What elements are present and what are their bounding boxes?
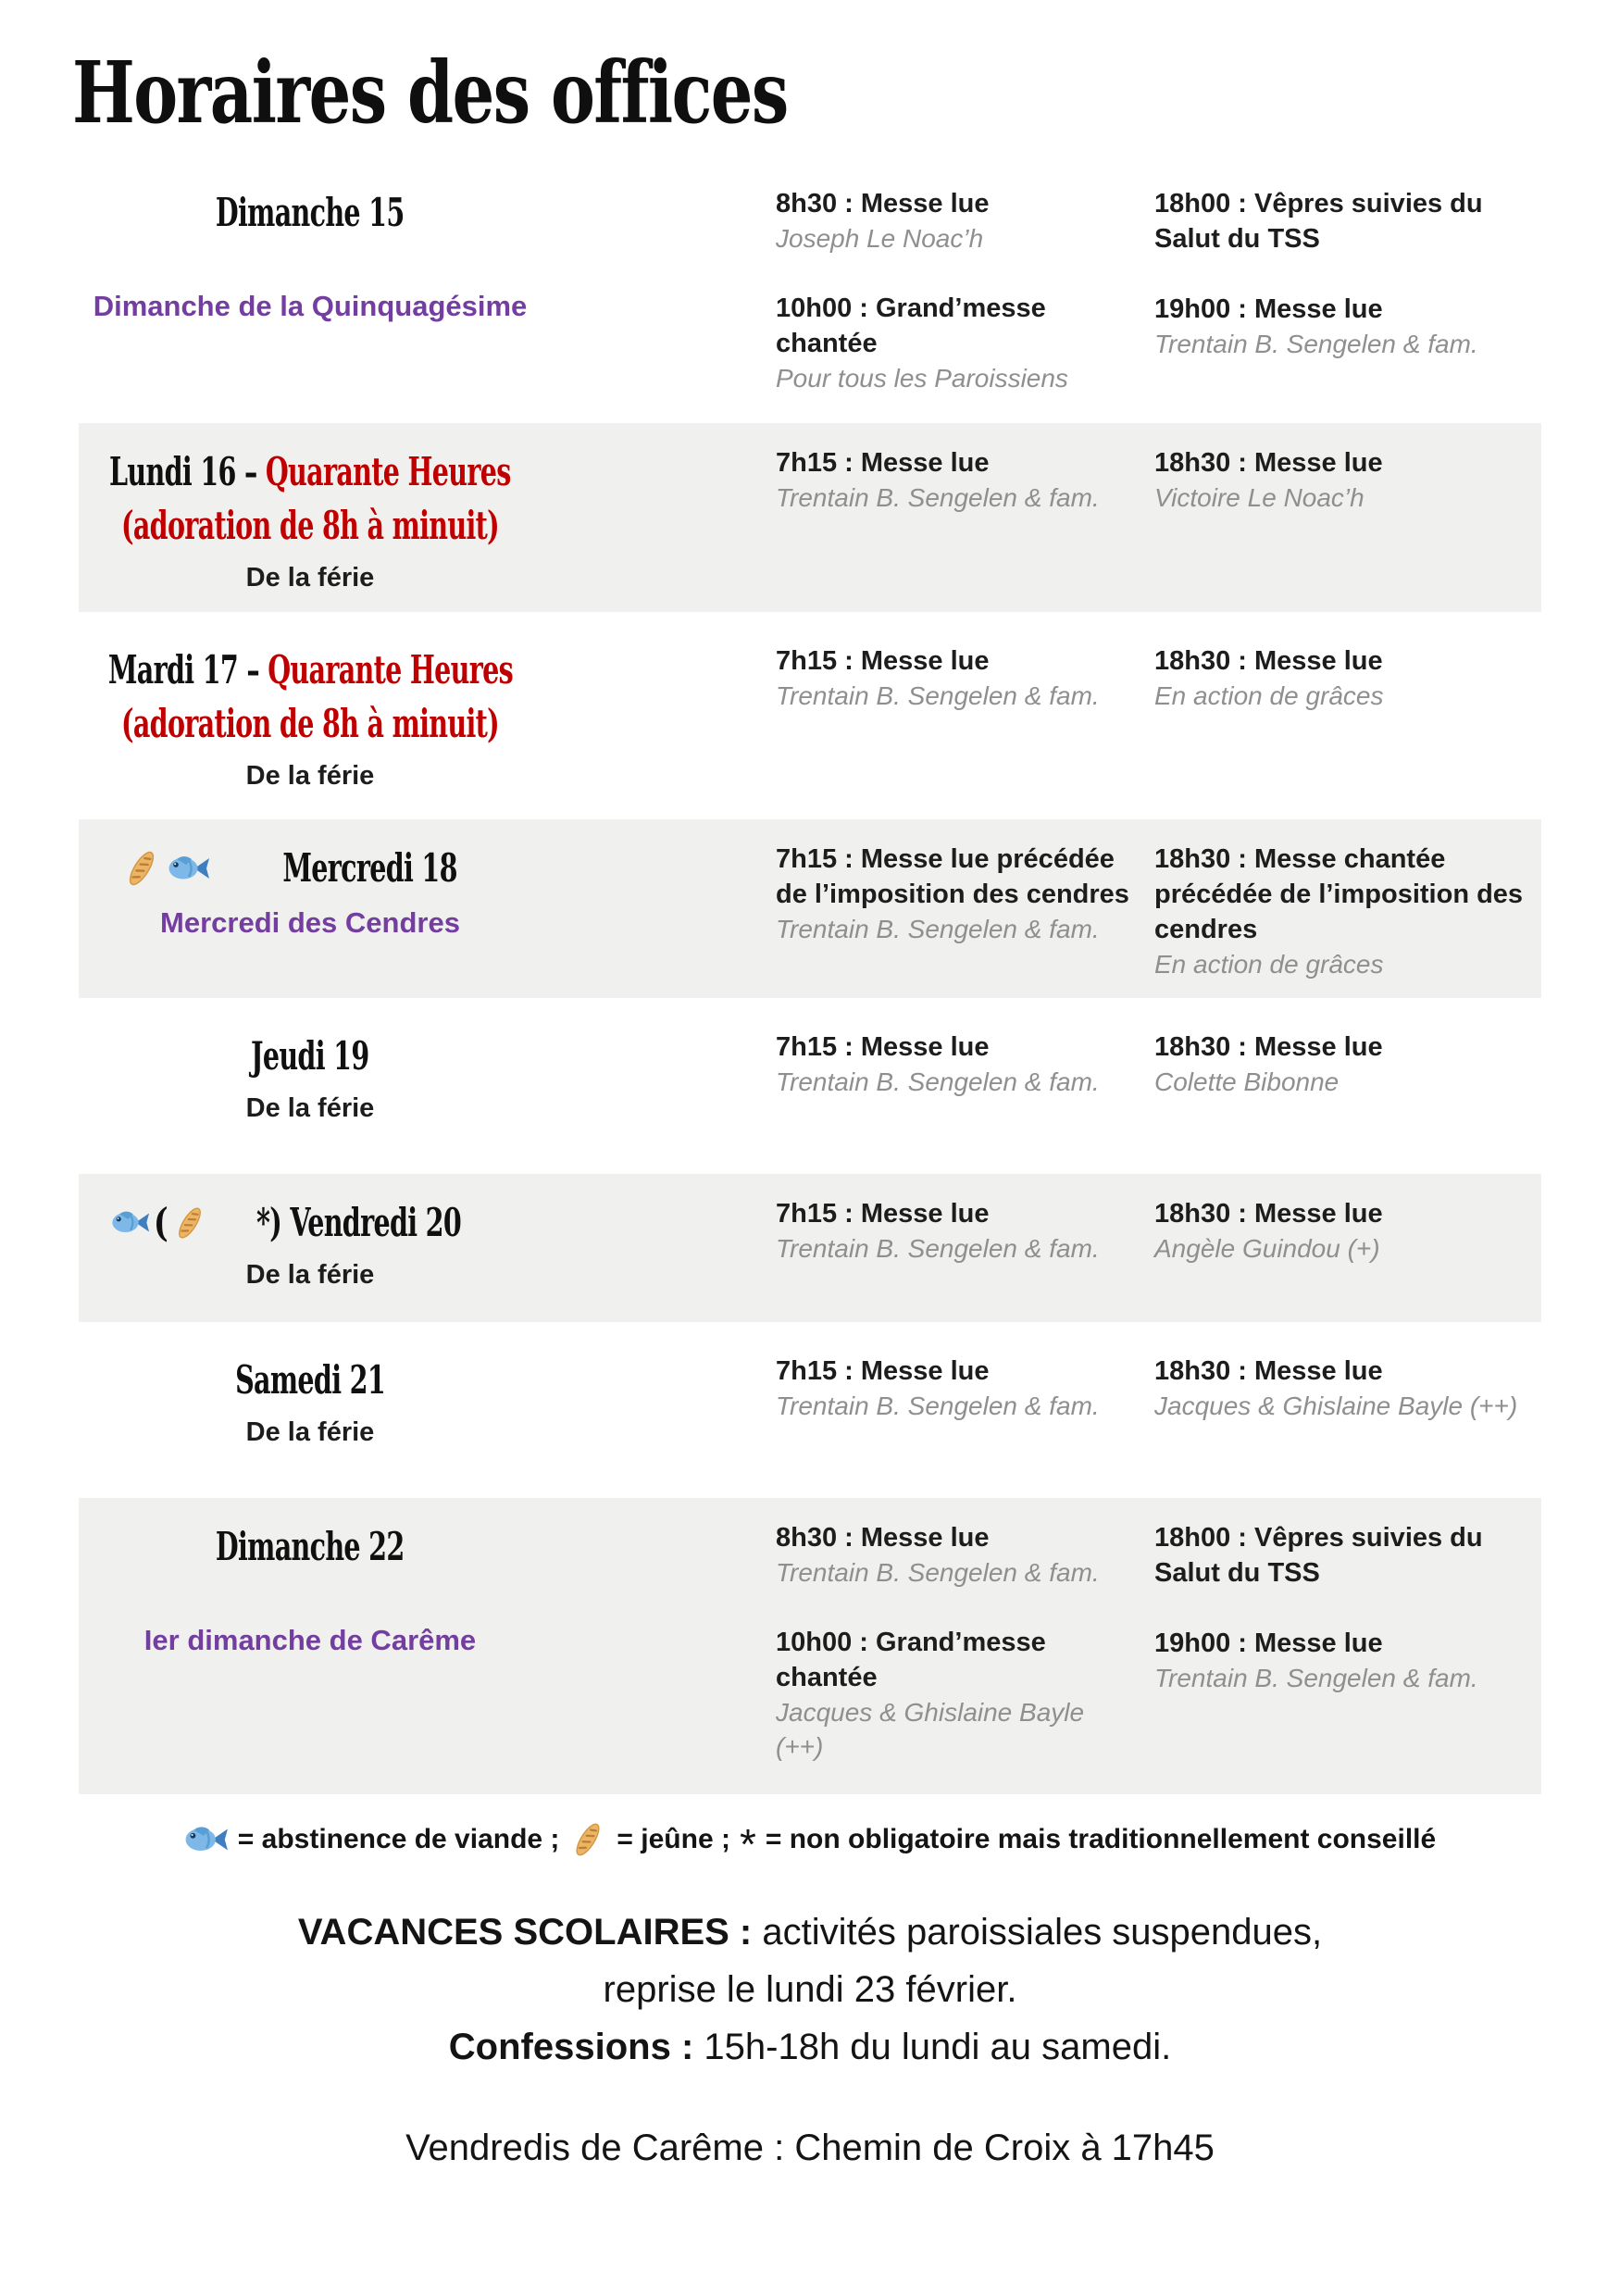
- mass-time: 8h30 : Messe lue: [776, 1522, 990, 1553]
- mass-entry: [776, 1520, 1137, 1590]
- quarante-heures-label: Quarante Heures: [266, 448, 511, 494]
- mass-entry: [1154, 643, 1541, 713]
- mass-entry: [776, 842, 1137, 946]
- evening-cell: [1154, 186, 1541, 361]
- mass-time: 18h30 : Messe chantée précédée de l’imposition des cendres: [1154, 843, 1524, 944]
- page-title: Horaires des offices: [72, 43, 788, 143]
- mass-intention: Jacques & Ghislaine Bayle (++): [1154, 1391, 1518, 1420]
- liturgical-name: De la férie: [245, 760, 375, 791]
- mass-time: 18h30 : Messe lue: [1154, 1031, 1383, 1062]
- liturgical-name: Mercredi des Cendres: [160, 905, 460, 939]
- schedule-row-dimanche-22: [79, 1498, 1541, 1794]
- mass-entry: [776, 291, 1137, 395]
- mass-time: 7h15 : Messe lue: [776, 447, 990, 478]
- mass-time: 19h00 : Messe lue: [1154, 1628, 1383, 1658]
- mass-intention: Trentain B. Sengelen & fam.: [776, 1067, 1100, 1096]
- evening-cell: [1154, 1196, 1541, 1266]
- day-title: Mercredi 18: [282, 844, 458, 891]
- mass-intention: Colette Bibonne: [1154, 1067, 1340, 1096]
- morning-cell: [776, 1196, 1137, 1266]
- day-title: *) Vendredi 20: [255, 1199, 461, 1245]
- mass-intention: Victoire Le Noac’h: [1154, 482, 1365, 512]
- evening-cell: [1154, 445, 1541, 515]
- evening-cell: [1154, 1029, 1541, 1099]
- mass-intention: Trentain B. Sengelen & fam.: [776, 1557, 1100, 1587]
- mass-intention: Trentain B. Sengelen & fam.: [776, 1233, 1100, 1263]
- mass-time: 8h30 : Messe lue: [776, 188, 990, 218]
- mass-intention: Jacques & Ghislaine Bayle (++): [776, 1697, 1085, 1761]
- baguette-icon: [171, 1204, 208, 1242]
- mass-time: 18h30 : Messe lue: [1154, 447, 1383, 478]
- mass-intention: En action de grâces: [1154, 949, 1384, 979]
- mass-time: 7h15 : Messe lue: [776, 1355, 990, 1386]
- mass-entry: [776, 643, 1137, 713]
- adoration-note: (adoration de 8h à minuit): [121, 502, 499, 548]
- mass-time: 19h00 : Messe lue: [1154, 293, 1383, 324]
- vacances-label: VACANCES SCOLAIRES :: [297, 1911, 753, 1953]
- mass-time: 7h15 : Messe lue précédée de l’imposition des cendres: [776, 843, 1129, 909]
- fish-icon: [184, 1822, 229, 1857]
- baguette-legend-label: = jeûne ;: [617, 1823, 730, 1854]
- evening-cell: [1154, 1354, 1541, 1423]
- office-schedule: [79, 164, 1541, 1794]
- day-cell: [79, 186, 542, 325]
- mass-intention: Trentain B. Sengelen & fam.: [776, 680, 1100, 710]
- morning-cell: [776, 643, 1137, 713]
- mass-time: 18h00 : Vêpres suivies du Salut du TSS: [1154, 1522, 1483, 1588]
- asterisk-legend-label: = non obligatoire mais traditionnellement conseillé: [765, 1823, 1437, 1854]
- mass-entry: [1154, 1196, 1541, 1266]
- morning-cell: [776, 1029, 1137, 1099]
- baguette-icon: [121, 848, 162, 889]
- day-cell: [79, 643, 542, 793]
- mass-entry: [776, 1625, 1137, 1764]
- schedule-row-samedi-21: [79, 1331, 1541, 1489]
- day-title: Jeudi 19: [251, 1032, 369, 1079]
- schedule-row-vendredi-20: [79, 1174, 1541, 1322]
- confessions-line: Confessions : 15h-18h du lundi au samedi.: [448, 2026, 1172, 2067]
- day-title: Samedi 21: [235, 1356, 385, 1403]
- schedule-row-jeudi-19: [79, 1007, 1541, 1165]
- chemin-de-croix-label: Chemin de Croix: [794, 2127, 1071, 2168]
- mass-time: 10h00 : Grand’messe chantée: [776, 293, 1046, 358]
- morning-cell: [776, 1354, 1137, 1423]
- schedule-row-dimanche-15: [79, 164, 1541, 414]
- baguette-icon: [568, 1820, 607, 1859]
- mass-entry: [776, 1029, 1137, 1099]
- schedule-row-mardi-17: [79, 621, 1541, 810]
- fish-icon: [111, 1207, 150, 1238]
- mass-intention: Trentain B. Sengelen & fam.: [1154, 329, 1478, 358]
- mass-entry: [776, 186, 1137, 256]
- mass-intention: Trentain B. Sengelen & fam.: [776, 914, 1100, 943]
- mass-time: 7h15 : Messe lue: [776, 1031, 990, 1062]
- mass-time: 18h30 : Messe lue: [1154, 1355, 1383, 1386]
- mass-entry: [1154, 842, 1541, 981]
- mass-intention: Trentain B. Sengelen & fam.: [776, 1391, 1100, 1420]
- day-cell: [79, 842, 542, 942]
- day-title: Lundi 16 – Quarante Heures: [109, 448, 511, 494]
- mass-intention: Joseph Le Noac’h: [776, 223, 984, 253]
- mass-time: 18h30 : Messe lue: [1154, 1198, 1383, 1229]
- day-title: Dimanche 22: [216, 1523, 405, 1569]
- liturgical-name: Dimanche de la Quinquagésime: [93, 289, 528, 322]
- careme-line: Vendredis de Carême : Chemin de Croix à 17h45: [405, 2127, 1215, 2168]
- vacances-line2: reprise le lundi 23 février.: [603, 1968, 1017, 2010]
- morning-cell: [776, 186, 1137, 395]
- day-cell: [79, 1029, 542, 1126]
- day-cell: [79, 1354, 542, 1450]
- day-title: Mardi 17 – Quarante Heures: [107, 646, 513, 693]
- confessions-label: Confessions :: [448, 2026, 694, 2067]
- mass-time: 18h30 : Messe lue: [1154, 645, 1383, 676]
- mass-entry: [776, 1354, 1137, 1423]
- liturgical-name: De la férie: [245, 1416, 375, 1447]
- mass-entry: [1154, 186, 1541, 256]
- evening-cell: [1154, 1520, 1541, 1695]
- adoration-note: (adoration de 8h à minuit): [121, 700, 499, 746]
- mass-entry: [1154, 1520, 1541, 1591]
- mass-entry: [1154, 1029, 1541, 1099]
- mass-intention: Pour tous les Paroissiens: [776, 363, 1068, 393]
- mass-intention: Angèle Guindou (+): [1154, 1233, 1380, 1263]
- day-title: Dimanche 15: [216, 189, 405, 235]
- schedule-row-mercredi-18: [79, 819, 1541, 998]
- mass-intention: En action de grâces: [1154, 680, 1384, 710]
- mass-time: 10h00 : Grand’messe chantée: [776, 1627, 1046, 1692]
- paren-open: (: [153, 1199, 168, 1245]
- day-cell: [79, 445, 542, 595]
- mass-time: 7h15 : Messe lue: [776, 645, 990, 676]
- mass-intention: Trentain B. Sengelen & fam.: [776, 482, 1100, 512]
- evening-cell: [1154, 842, 1541, 981]
- morning-cell: [776, 1520, 1137, 1764]
- schedule-row-lundi-16: [79, 423, 1541, 612]
- mass-time: 18h00 : Vêpres suivies du Salut du TSS: [1154, 188, 1483, 254]
- legend: = abstinence de viande ; = jeûne ; * = non obligatoire mais traditionnellement conseillé: [0, 1820, 1620, 1859]
- morning-cell: [776, 445, 1137, 515]
- mass-intention: Trentain B. Sengelen & fam.: [1154, 1663, 1478, 1692]
- day-cell: [79, 1520, 542, 1659]
- liturgical-name: De la férie: [245, 1259, 375, 1290]
- liturgical-name: Ier dimanche de Carême: [143, 1623, 477, 1656]
- mass-time: 7h15 : Messe lue: [776, 1198, 990, 1229]
- mass-entry: [1154, 1626, 1541, 1695]
- liturgical-name: De la férie: [245, 562, 375, 593]
- evening-cell: [1154, 643, 1541, 713]
- footer-notices: [0, 1903, 1620, 2076]
- vacances-line: VACANCES SCOLAIRES : activités paroissiales suspendues,: [297, 1911, 1323, 1953]
- quarante-heures-label: Quarante Heures: [267, 646, 513, 693]
- day-cell: [79, 1196, 542, 1292]
- mass-entry: [776, 1196, 1137, 1266]
- paren-close: *): [255, 1199, 291, 1245]
- mass-entry: [1154, 445, 1541, 515]
- liturgical-name: De la férie: [245, 1092, 375, 1123]
- mass-entry: [1154, 292, 1541, 361]
- fish-icon: [168, 852, 210, 885]
- fish-legend-label: = abstinence de viande ;: [237, 1823, 560, 1854]
- mass-entry: [776, 445, 1137, 515]
- mass-entry: [1154, 1354, 1541, 1423]
- morning-cell: [776, 842, 1137, 946]
